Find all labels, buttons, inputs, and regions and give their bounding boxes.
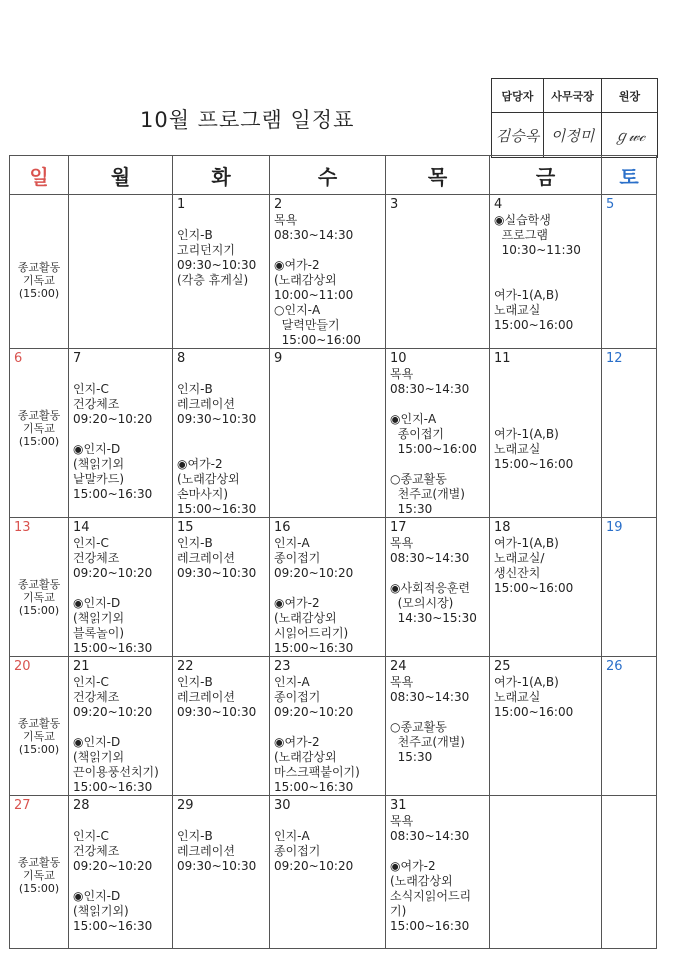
day-number: 3 [390,197,399,212]
day-cell-sun [10,195,69,349]
day-number: 7 [73,351,82,366]
schedule-line: 천주교(개별) [390,487,465,501]
schedule-line: 인지-B [177,675,213,689]
schedule-line: 15:00~16:30 [73,780,153,794]
schedule-line: 레크레이션 [177,551,235,565]
day-number: 28 [73,798,90,813]
weekday-sat: 토 [602,156,657,195]
week-row [10,349,657,518]
schedule-line: 노래교실/ [494,551,545,565]
schedule-line: (책읽기외 [73,457,125,471]
day-number: 29 [177,798,194,813]
schedule-line: 종이접기 [274,690,321,704]
schedule-line: 인지-A [274,829,310,843]
schedule-line: 09:20~10:20 [73,859,153,873]
day-number: 19 [606,520,623,535]
day-number: 21 [73,659,90,674]
day-number [490,796,601,814]
approval-signature-row [492,113,658,158]
schedule-line: 15:00~16:30 [274,780,354,794]
day-number: 17 [390,520,407,535]
day-number: 2 [274,197,283,212]
schedule-line: 09:30~10:30 [177,258,257,272]
schedule-line: 인지-C [73,382,109,396]
schedule-line: (책읽기외 [73,750,125,764]
schedule-line: 여가-1(A,B) [494,675,559,689]
schedule-line: 09:20~10:20 [73,412,153,426]
schedule-line: (모의시장) [390,596,454,610]
schedule-line: 15:00~16:00 [494,581,574,595]
day-cell-wed [270,195,386,349]
day-cell-wed [270,518,386,657]
day-cell-thu [386,796,490,949]
schedule-line: ◉여가-2 [390,859,436,873]
schedule-line: 건강체조 [73,397,120,411]
schedule-line: 인지-B [177,536,213,550]
schedule-line: (노래감상외 [274,750,337,764]
schedule-line: 시읽어드리기) [274,626,349,640]
signature-director: ℊ𝓌𝒸 [602,113,658,158]
approval-header-row [492,79,658,113]
schedule-line: 09:20~10:20 [274,705,354,719]
schedule-line [490,397,601,412]
day-cell-mon [69,195,173,349]
weekday-tue: 화 [173,156,270,195]
day-cell-wed [270,349,386,518]
schedule-line: 15:30 [390,502,433,516]
schedule-line [270,243,385,258]
schedule-line: 여가-1(A,B) [494,288,559,302]
day-cell-sun [10,349,69,518]
schedule-line: 생신잔치 [494,566,541,580]
schedule-line: 인지-B [177,382,213,396]
weekday-header-row [10,156,657,195]
schedule-line: 15:00~16:30 [390,919,470,933]
day-cell-sat [602,518,657,657]
schedule-line: 종이접기 [274,551,321,565]
schedule-line: (책읽기외) [73,904,129,918]
weekday-mon: 월 [69,156,173,195]
day-number: 22 [177,659,194,674]
schedule-line: ◉여가-2 [274,258,320,272]
schedule-line: 15:30 [390,750,433,764]
schedule-line [386,705,489,720]
schedule-line [386,844,489,859]
sunday-religious-activity: 종교활동 기독교 (15:00) [17,717,61,756]
day-number: 13 [14,520,31,535]
day-cell-fri [490,657,602,796]
day-number: 20 [14,659,31,674]
schedule-line: 목욕 [390,675,414,689]
day-number: 6 [14,351,23,366]
schedule-line: 프로그램 [494,228,548,242]
schedule-line: 09:20~10:20 [73,705,153,719]
schedule-line: 15:00~16:00 [494,318,574,332]
sunday-religious-activity: 종교활동 기독교 (15:00) [17,578,61,617]
schedule-line: 15:00~16:30 [274,641,354,655]
schedule-line: (책읽기외 [73,611,125,625]
schedule-line: ◉인지-A [390,412,437,426]
schedule-line [173,367,269,382]
schedule-line [490,258,601,273]
sunday-religious-activity: 종교활동 기독교 (15:00) [17,409,61,448]
schedule-line: 10:00~11:00 [274,288,354,302]
day-cell-sat [602,657,657,796]
schedule-line: 레크레이션 [177,397,235,411]
page-title: 10월 프로그램 일정표 [140,108,355,132]
day-number: 26 [606,659,623,674]
schedule-line: 노래교실 [494,303,541,317]
schedule-line: 09:20~10:20 [274,566,354,580]
schedule-line: ○인지-A [274,303,321,317]
schedule-line: 노래교실 [494,442,541,456]
schedule-line [386,566,489,581]
day-number [69,195,172,213]
schedule-line: 끈이용풍선치기) [73,765,159,779]
schedule-line [490,412,601,427]
schedule-line: 인지-A [274,536,310,550]
day-cell-wed [270,657,386,796]
schedule-line: 건강체조 [73,844,120,858]
day-cell-sun [10,518,69,657]
day-number: 23 [274,659,291,674]
schedule-line [69,720,172,735]
sunday-religious-activity: 종교활동 기독교 (15:00) [17,856,61,895]
schedule-line: 15:00~16:00 [494,457,574,471]
schedule-line [69,581,172,596]
schedule-line [173,814,269,829]
schedule-line [386,397,489,412]
day-cell-sun [10,657,69,796]
weekday-wed: 수 [270,156,386,195]
day-cell-mon [69,796,173,949]
schedule-line: 08:30~14:30 [274,228,354,242]
weekday-sun: 일 [10,156,69,195]
day-cell-fri [490,349,602,518]
day-cell-thu [386,349,490,518]
weekday-fri: 금 [490,156,602,195]
day-number: 12 [606,351,623,366]
day-cell-thu [386,518,490,657]
schedule-line: ◉여가-2 [274,596,320,610]
schedule-line: 여가-1(A,B) [494,536,559,550]
schedule-line: 08:30~14:30 [390,829,470,843]
schedule-line: 목욕 [274,213,298,227]
day-number: 25 [494,659,511,674]
day-cell-fri [490,796,602,949]
schedule-line: ◉인지-D [73,442,121,456]
schedule-line: 천주교(개별) [390,735,465,749]
schedule-line: ◉사회적응훈련 [390,581,471,595]
schedule-line: 15:00~16:00 [494,705,574,719]
day-cell-tue [173,796,270,949]
schedule-line: 15:00~16:00 [390,442,477,456]
schedule-line: 09:30~10:30 [177,705,257,719]
day-cell-sat [602,796,657,949]
schedule-line: 15:00~16:30 [177,502,257,516]
schedule-line: 08:30~14:30 [390,690,470,704]
schedule-line [270,581,385,596]
schedule-line: 15:00~16:00 [274,333,361,347]
schedule-line: ◉여가-2 [274,735,320,749]
schedule-line: 인지-B [177,228,213,242]
approval-header-secretary: 사무국장 [544,79,602,113]
schedule-line [173,427,269,442]
schedule-line: ◉인지-D [73,889,121,903]
day-cell-tue [173,195,270,349]
day-cell-mon [69,349,173,518]
schedule-line: 종이접기 [274,844,321,858]
week-row [10,796,657,949]
signature-secretary: 이정미 [544,113,602,158]
day-cell-tue [173,349,270,518]
day-cell-mon [69,518,173,657]
week-row [10,518,657,657]
schedule-line: 15:00~16:30 [73,487,153,501]
schedule-line: 14:30~15:30 [390,611,477,625]
day-cell-sun [10,796,69,949]
schedule-line: 10:30~11:30 [494,243,581,257]
schedule-line: 고리던지기 [177,243,235,257]
day-cell-sat [602,349,657,518]
schedule-line: 08:30~14:30 [390,382,470,396]
schedule-line: 인지-A [274,675,310,689]
day-cell-fri [490,195,602,349]
approval-table [491,78,658,158]
weekday-thu: 목 [386,156,490,195]
day-number: 1 [177,197,186,212]
week-row [10,195,657,349]
day-number: 9 [274,351,283,366]
schedule-line: 블록놀이) [73,626,125,640]
day-number: 4 [494,197,503,212]
day-number: 27 [14,798,31,813]
schedule-line: 15:00~16:30 [73,641,153,655]
schedule-line: 종이접기 [390,427,444,441]
day-cell-tue [173,657,270,796]
day-cell-thu [386,657,490,796]
schedule-line: 노래교실 [494,690,541,704]
schedule-line: 달력만들기 [274,318,340,332]
schedule-line: 09:20~10:20 [274,859,354,873]
schedule-line: 목욕 [390,367,414,381]
schedule-line: 낱말카드) [73,472,125,486]
schedule-line: 인지-B [177,829,213,843]
schedule-line: (노래감상외 [274,611,337,625]
schedule-line: 레크레이션 [177,690,235,704]
schedule-line: 소식지읽어드리 [390,889,472,903]
day-number: 10 [390,351,407,366]
day-cell-mon [69,657,173,796]
schedule-line: 인지-C [73,536,109,550]
schedule-line [490,367,601,382]
schedule-line [270,814,385,829]
schedule-line: 08:30~14:30 [390,551,470,565]
schedule-line: 건강체조 [73,690,120,704]
schedule-line [69,427,172,442]
schedule-line: 손마사지) [177,487,229,501]
approval-header-director: 원장 [602,79,658,113]
schedule-line: ○종교활동 [390,472,447,486]
schedule-line: 목욕 [390,536,414,550]
day-cell-tue [173,518,270,657]
schedule-line: 09:30~10:30 [177,566,257,580]
schedule-line [386,457,489,472]
schedule-line [69,874,172,889]
calendar-table [9,155,657,949]
day-number [10,195,68,213]
schedule-line: (노래감상외 [177,472,240,486]
schedule-line: 마스크팩붙이기) [274,765,360,779]
schedule-line: 레크레이션 [177,844,235,858]
schedule-line: 여가-1(A,B) [494,427,559,441]
schedule-line: 09:20~10:20 [73,566,153,580]
day-number: 30 [274,798,291,813]
schedule-line: 목욕 [390,814,414,828]
day-number: 5 [606,197,615,212]
day-cell-wed [270,796,386,949]
schedule-line: 09:30~10:30 [177,859,257,873]
day-number [602,796,656,814]
day-number: 11 [494,351,511,366]
schedule-line: 기) [390,904,407,918]
schedule-line [69,814,172,829]
week-row [10,657,657,796]
schedule-line: 인지-C [73,829,109,843]
schedule-line: (각층 휴게실) [177,273,249,287]
schedule-line [490,382,601,397]
schedule-line: (노래감상외 [390,874,453,888]
schedule-line: 인지-C [73,675,109,689]
day-number: 24 [390,659,407,674]
schedule-line [69,367,172,382]
day-number: 16 [274,520,291,535]
schedule-line [173,442,269,457]
schedule-line: ○종교활동 [390,720,447,734]
day-number: 18 [494,520,511,535]
schedule-line: 09:30~10:30 [177,412,257,426]
day-cell-thu [386,195,490,349]
schedule-line: 건강체조 [73,551,120,565]
day-number: 14 [73,520,90,535]
approval-header-manager: 담당자 [492,79,544,113]
schedule-line: ◉인지-D [73,735,121,749]
day-number: 31 [390,798,407,813]
schedule-line [490,273,601,288]
day-cell-sat [602,195,657,349]
day-number: 8 [177,351,186,366]
schedule-line: ◉인지-D [73,596,121,610]
schedule-line: ◉여가-2 [177,457,223,471]
schedule-line [173,213,269,228]
schedule-line: (노래감상외 [274,273,337,287]
schedule-line [270,720,385,735]
day-cell-fri [490,518,602,657]
sunday-religious-activity: 종교활동 기독교 (15:00) [17,261,61,300]
signature-manager: 김승옥 [492,113,544,158]
day-number: 15 [177,520,194,535]
schedule-line: ◉실습학생 [494,213,551,227]
schedule-line: 15:00~16:30 [73,919,153,933]
